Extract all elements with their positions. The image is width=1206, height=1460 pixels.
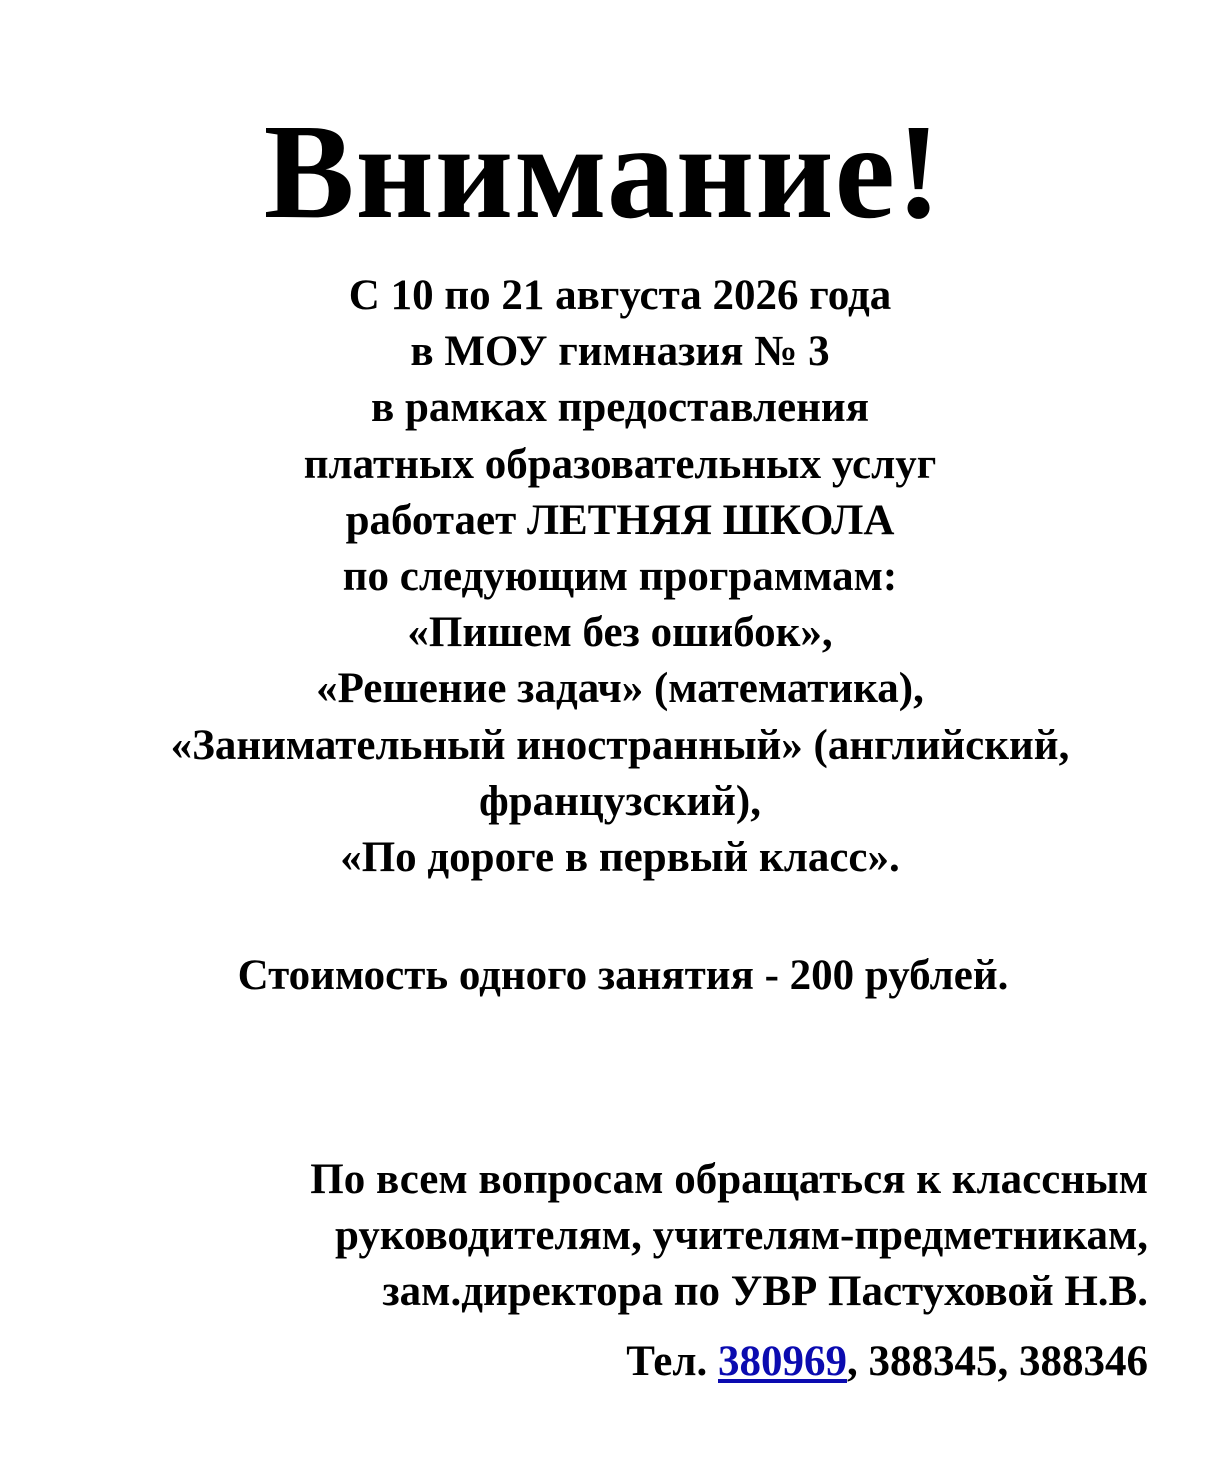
notice-line-dates: С 10 по 21 августа 2026 года (348, 272, 892, 319)
notice-line-paid-services: платных образовательных услуг (303, 440, 937, 488)
program-writing: «Пишем без ошибок», (407, 609, 833, 657)
notice-body (0, 268, 1206, 886)
program-math: «Решение задач» (математика), (316, 665, 924, 713)
notice-line-summer-school: работает ЛЕТНЯЯ ШКОЛА (345, 496, 895, 544)
program-first-grade: «По дороге в первый класс». (340, 834, 900, 882)
notice-line-school: в МОУ гимназия № 3 (410, 328, 830, 376)
price-line: Стоимость одного занятия - 200 рублей. (237, 952, 1009, 999)
contact-line-3: зам.директора по УВР Пастуховой Н.В. (382, 1268, 1148, 1315)
notice-line-framework: в рамках предоставления (371, 384, 869, 432)
notice-line-programs-intro: по следующим программам: (342, 553, 898, 601)
contact-block (310, 1152, 1148, 1320)
contact-line-1: По всем вопросам обращаться к классным (310, 1156, 1148, 1203)
contact-line-2: руководителям, учителям-предметникам, (335, 1212, 1148, 1259)
program-languages-cont: французский), (479, 777, 761, 825)
program-languages: «Занимательный иностранный» (английский, (170, 721, 1070, 769)
phone-numbers-rest: , 388345, 388346 (847, 1338, 1148, 1385)
notice-headline: Внимание! (263, 97, 943, 247)
phone-prefix: Тел. (626, 1338, 718, 1385)
phone-line (626, 1334, 1148, 1390)
phone-link[interactable]: 380969 (718, 1338, 847, 1385)
